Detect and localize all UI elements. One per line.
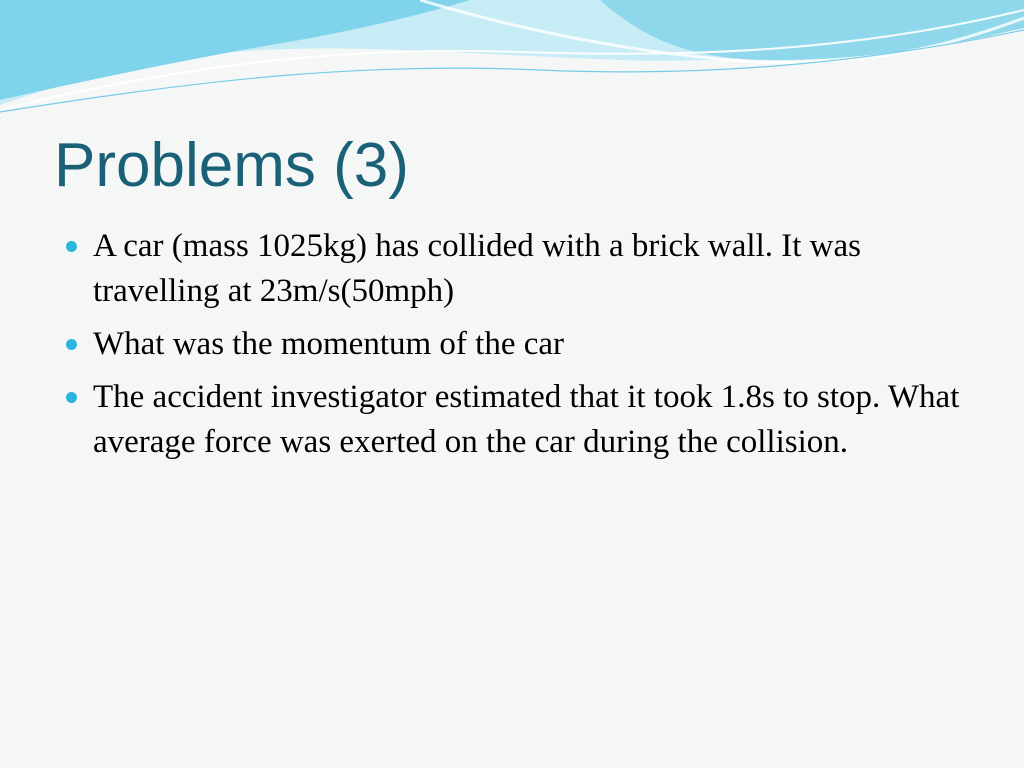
bullet-icon <box>66 339 77 350</box>
bullet-text: What was the momentum of the car <box>93 326 565 362</box>
slide-title: Problems (3) <box>54 131 409 200</box>
bullet-item <box>62 322 962 367</box>
bullet-item <box>62 375 962 465</box>
bullet-icon <box>66 241 77 252</box>
bullet-text: The accident investigator estimated that it took 1.8s to stop. What average force was exerted on the car during the collision. <box>93 379 960 460</box>
bullet-item <box>62 224 962 314</box>
bullet-list <box>62 224 962 473</box>
header-wave-decoration <box>0 0 1024 120</box>
bullet-text: A car (mass 1025kg) has collided with a brick wall. It was travelling at 23m/s(50mph) <box>93 228 861 309</box>
bullet-icon <box>66 392 77 403</box>
wave-front-band <box>0 0 470 100</box>
